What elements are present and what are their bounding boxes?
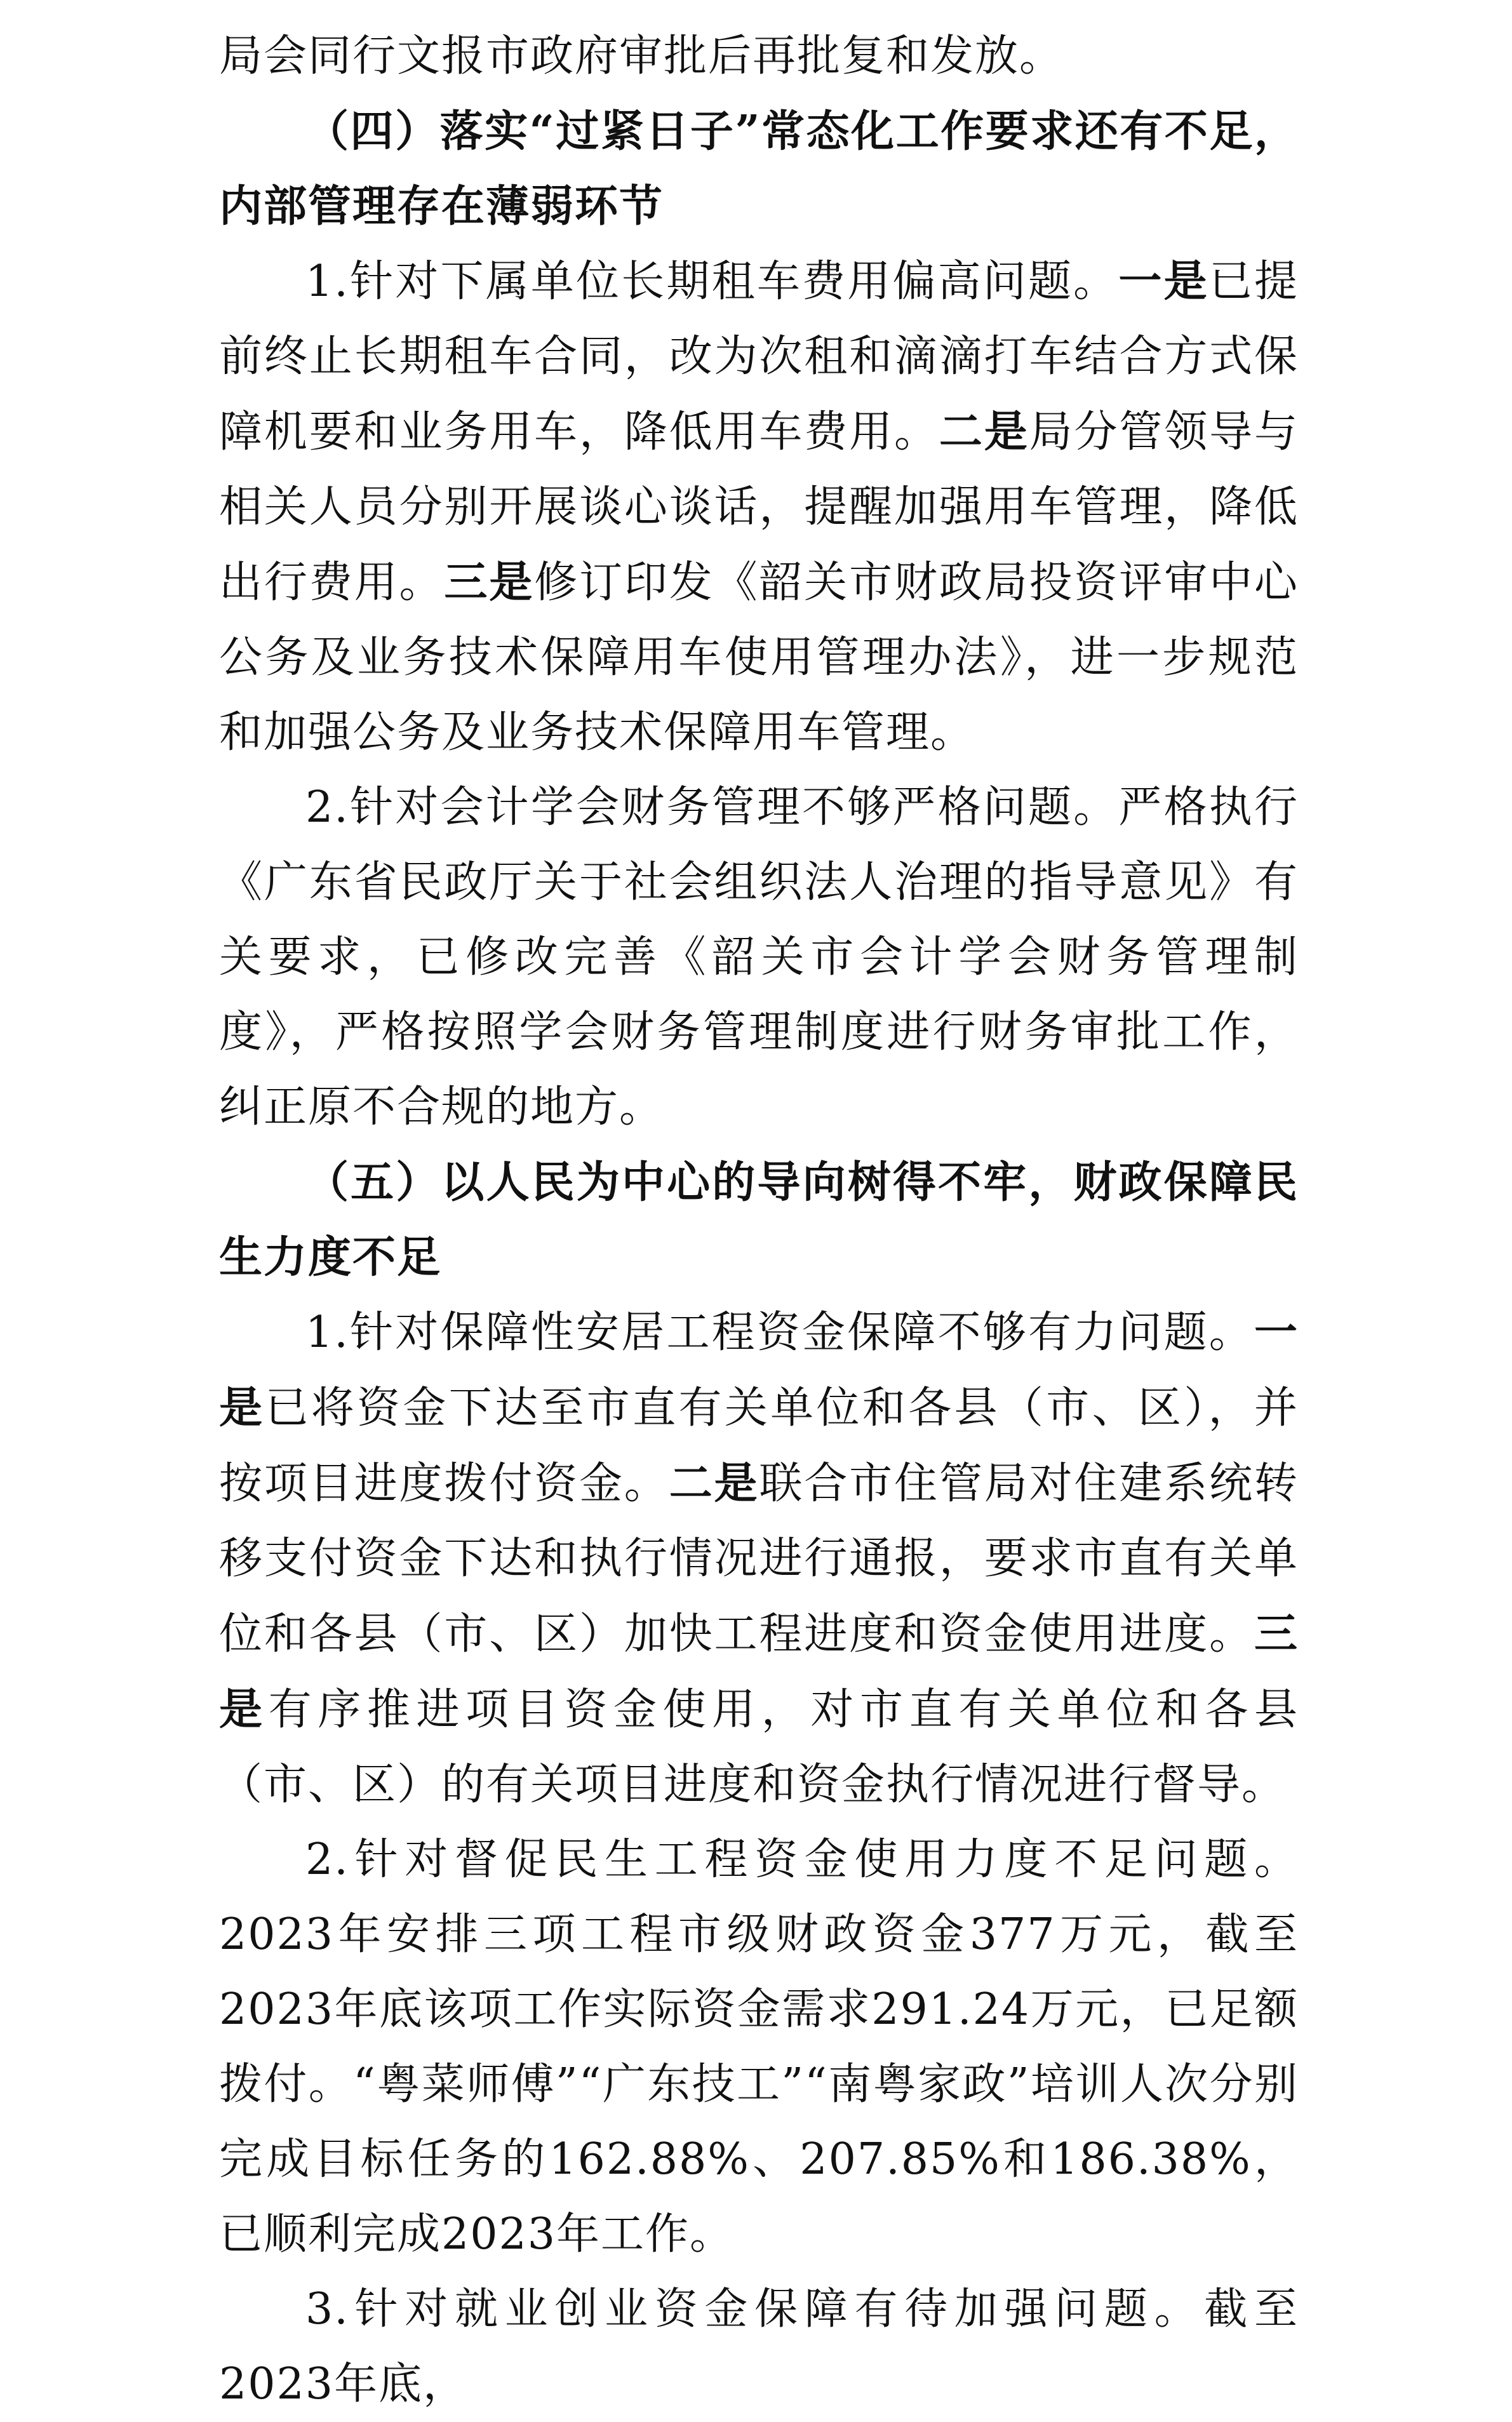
paragraph-4-1-part2: 局分管领导与相关人员分别开展谈心谈话，提醒加强用车管理，降低出行费用。 [219, 407, 1299, 608]
paragraph-5-2: 2.针对督促民生工程资金使用力度不足问题。2023年安排三项工程市级财政资金377万元，截至2023年底该项工作实际资金需求291.24万元，已足额拨付。“粤菜师傅”“广东技工”“南粤家政”培训人次分别完成目标任务的162.88%、207.85%和186.38%，已顺利完成2023年工作。 [219, 1835, 1299, 2259]
lead-first: 一是 [219, 1307, 1299, 1433]
paragraph-5-1-part1: 已将资金下达至市直有关单位和各县（市、区），并按项目进度拨付资金。 [219, 1383, 1299, 1509]
paragraph-5-1-part3: 有序推进项目资金使用，对市直有关单位和各县（市、区）的有关项目进度和资金执行情况进行督导。 [219, 1685, 1299, 1810]
section-heading-4: （四）落实“过紧日子”常态化工作要求还有不足，内部管理存在薄弱环节 [219, 106, 1299, 232]
paragraph-continued: 局会同行文报市政府审批后再批复和发放。 [219, 31, 1064, 81]
paragraph-4-1-intro: 1.针对下属单位长期租车费用偏高问题。 [305, 257, 1119, 307]
paragraph-5-1-part2: 联合市住管局对住建系统转移支付资金下达和执行情况进行通报，要求市直有关单位和各县（市、区）加快工程进度和资金使用进度。 [219, 1459, 1299, 1659]
lead-second: 二是 [939, 406, 1029, 457]
paragraph-4-1-part3: 修订印发《韶关市财政局投资评审中心公务及业务技术保障用车使用管理办法》，进一步规范和加强公务及业务技术保障用车管理。 [219, 558, 1299, 758]
lead-first: 一是 [1118, 256, 1209, 307]
paragraph-4-1-part1: 已提前终止长期租车合同，改为次租和滴滴打车结合方式保障机要和业务用车，降低用车费用。 [219, 257, 1299, 457]
paragraph-4-2: 2.针对会计学会财务管理不够严格问题。严格执行《广东省民政厅关于社会组织法人治理的指导意见》有关要求，已修改完善《韶关市会计学会财务管理制度》，严格按照学会财务管理制度进行财务审批工作，纠正原不合规的地方。 [219, 782, 1299, 1132]
paragraph-5-1 [219, 1295, 1299, 1823]
paragraph-4-1 [219, 244, 1299, 770]
lead-third: 三是 [444, 557, 535, 608]
paragraph-5-3: 3.针对就业创业资金保障有待加强问题。截至2023年底， [219, 2284, 1299, 2409]
paragraph-5-1-intro: 1.针对保障性安居工程资金保障不够有力问题。 [305, 1308, 1254, 1358]
lead-second: 二是 [669, 1458, 759, 1509]
document-body [219, 19, 1299, 2422]
section-heading-5: （五）以人民为中心的导向树得不牢，财政保障民生力度不足 [219, 1157, 1299, 1283]
lead-third: 三是 [219, 1609, 1299, 1735]
